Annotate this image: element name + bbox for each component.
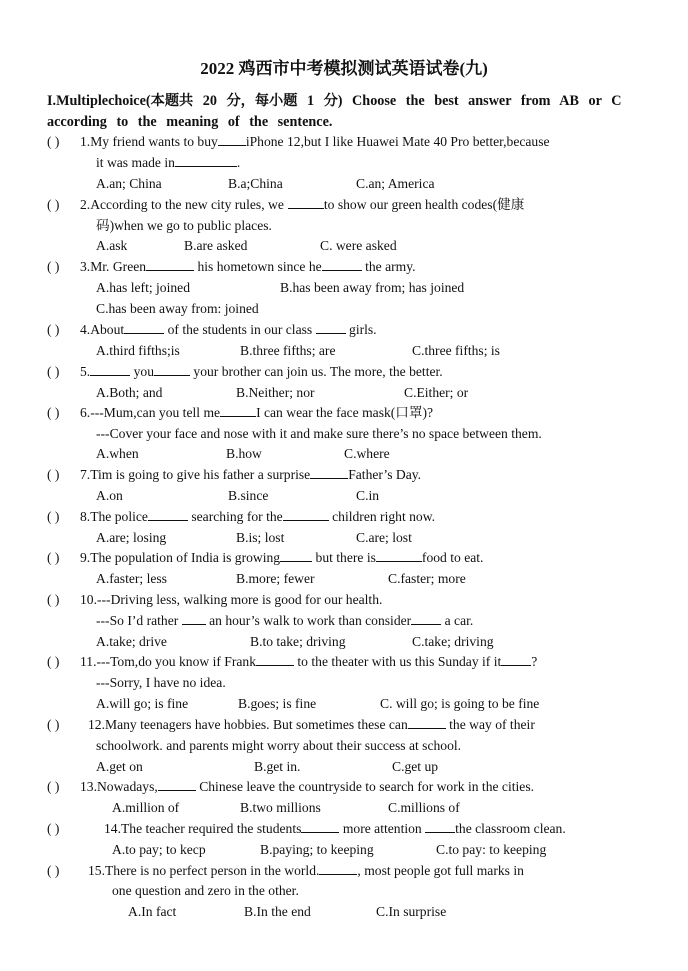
- fill-blank: [319, 862, 357, 875]
- q7-part-b: Father’s Day.: [348, 467, 422, 482]
- option-c: C.an; America: [356, 176, 435, 191]
- q9-part-a: 9.The population of India is growing: [80, 550, 281, 565]
- option-c: C. were asked: [320, 238, 397, 253]
- option-b: B.has been away from; has joined: [280, 280, 465, 295]
- q15-part-a: 15.There is no perfect person in the world.: [88, 863, 320, 878]
- section-heading: [47, 92, 647, 110]
- answer-blank-2[interactable]: ( ): [47, 197, 60, 212]
- answer-blank-3[interactable]: ( ): [47, 259, 60, 274]
- fill-blank: [501, 653, 531, 666]
- fill-blank: [256, 653, 294, 666]
- q5-part-b: you: [133, 364, 154, 379]
- q10-part-b: an hour’s walk to work than consider: [209, 613, 412, 628]
- question-11-text: [80, 653, 537, 671]
- option-b: B.three fifths; are: [240, 343, 336, 358]
- q1-part-c: it was made in: [96, 155, 175, 170]
- option-a: A.will go; is fine: [96, 696, 189, 711]
- fill-blank: [154, 363, 190, 376]
- q9-part-c: food to eat.: [421, 550, 484, 565]
- option-a: A.to pay; to kecp: [112, 842, 206, 857]
- q5-part-a: 5.: [80, 364, 91, 379]
- q10-part-c: a car.: [444, 613, 474, 628]
- q13-part-a: 13.Nowadays,: [80, 779, 158, 794]
- q1-part-d: .: [236, 155, 241, 170]
- fill-blank: [280, 549, 312, 562]
- option-c: C.take; driving: [412, 634, 494, 649]
- q11-part-c: ?: [531, 654, 538, 669]
- option-b: B.get in.: [254, 759, 301, 774]
- fill-blank: [124, 321, 164, 334]
- answer-blank-12[interactable]: ( ): [47, 717, 60, 732]
- q8-part-b: searching for the: [191, 509, 283, 524]
- fill-blank: [90, 363, 130, 376]
- option-a: A.when: [96, 446, 139, 461]
- q8-part-c: children right now.: [332, 509, 436, 524]
- option-b: B.a;China: [228, 176, 283, 191]
- fill-blank: [425, 820, 455, 833]
- question-1-text: [80, 133, 550, 151]
- option-b: B.are asked: [184, 238, 248, 253]
- q10-part-a: ---So I’d rather: [96, 613, 179, 628]
- option-a: A.third fifths;is: [96, 343, 180, 358]
- q6-part-a: 6.---Mum,can you tell me: [80, 405, 221, 420]
- option-c: C.faster; more: [388, 571, 466, 586]
- answer-blank-9[interactable]: ( ): [47, 550, 60, 565]
- option-c: C.where: [344, 446, 390, 461]
- question-2-text-2: 码)when we go to public places.: [96, 218, 272, 233]
- question-15-text: [88, 862, 524, 880]
- option-a: A.faster; less: [96, 571, 167, 586]
- fill-blank: [220, 404, 256, 417]
- option-b: B.to take; driving: [250, 634, 346, 649]
- question-12-text: [88, 716, 535, 734]
- fill-blank: [175, 154, 237, 167]
- q6-part-b: I can wear the face mask(口罩)?: [256, 405, 434, 420]
- fill-blank: [182, 612, 206, 625]
- page-title: 2022 鸡西市中考模拟测试英语试卷(九): [200, 59, 488, 78]
- question-14-text: [104, 820, 566, 838]
- q8-part-a: 8.The police: [80, 509, 148, 524]
- option-b: B.paying; to keeping: [260, 842, 374, 857]
- question-3-text: [80, 258, 416, 276]
- option-b: B.is; lost: [236, 530, 285, 545]
- option-c: C.In surprise: [376, 904, 447, 919]
- question-1-text-2: [96, 154, 240, 172]
- question-10-text-2: [96, 612, 473, 630]
- q4-part-a: 4.About: [80, 322, 125, 337]
- option-b: B.since: [228, 488, 269, 503]
- option-c: C.are; lost: [356, 530, 412, 545]
- option-b: B.Neither; nor: [236, 385, 315, 400]
- q13-part-b: Chinese leave the countryside to search for work in the cities.: [199, 779, 535, 794]
- option-b: B.more; fewer: [236, 571, 315, 586]
- question-6-text: [80, 404, 433, 422]
- question-6-text-2: ---Cover your face and nose with it and make sure there’s no space between them.: [96, 426, 542, 441]
- option-a: A.an; China: [96, 176, 162, 191]
- question-15-text-2: one question and zero in the other.: [112, 883, 299, 898]
- question-9-text: [80, 549, 483, 567]
- option-a: A.are; losing: [96, 530, 167, 545]
- answer-blank-10[interactable]: ( ): [47, 592, 60, 607]
- option-a: A.million of: [112, 800, 180, 815]
- option-c: C.three fifths; is: [412, 343, 500, 358]
- question-12-text-2: schoolwork. and parents might worry about their success at school.: [96, 738, 462, 753]
- fill-blank: [322, 258, 362, 271]
- fill-blank: [408, 716, 446, 729]
- fill-blank: [316, 321, 346, 334]
- option-b: B.two millions: [240, 800, 321, 815]
- q14-part-c: the classroom clean.: [455, 821, 566, 836]
- option-a: A.ask: [96, 238, 128, 253]
- option-c: C.Either; or: [404, 385, 469, 400]
- q12-part-b: the way of their: [449, 717, 535, 732]
- q2-part-b: to show our green health codes(健康: [323, 197, 525, 212]
- answer-blank-14[interactable]: ( ): [47, 821, 60, 836]
- q7-part-a: 7.Tim is going to give his father a surprise: [80, 467, 311, 482]
- q14-part-b: more attention: [342, 821, 422, 836]
- option-c: C.has been away from: joined: [96, 301, 259, 316]
- option-a: A.get on: [96, 759, 143, 774]
- answer-blank-11[interactable]: ( ): [47, 654, 60, 669]
- q5-part-c: your brother can join us. The more, the better.: [193, 364, 443, 379]
- q1-part-a: 1.My friend wants to buy: [80, 134, 218, 149]
- option-b: B.goes; is fine: [238, 696, 317, 711]
- option-a: A.on: [96, 488, 123, 503]
- q2-part-a: 2.According to the new city rules, we: [80, 197, 284, 212]
- fill-blank: [158, 778, 196, 791]
- question-13-text: [80, 778, 534, 796]
- q11-part-a: 11.---Tom,do you know if Frank: [80, 654, 256, 669]
- answer-blank-5[interactable]: ( ): [47, 364, 60, 379]
- q15-part-b: , most people got full marks in: [357, 863, 524, 878]
- option-c: C.get up: [392, 759, 439, 774]
- answer-blank-4[interactable]: ( ): [47, 322, 60, 337]
- section-heading-line-1: I.Multiplechoice(本题共 20 分，每小题 1 分) Choose the best answer from AB or C: [47, 93, 622, 109]
- answer-blank-6[interactable]: ( ): [47, 405, 60, 420]
- option-c: C.to pay: to keeping: [436, 842, 547, 857]
- answer-blank-13[interactable]: ( ): [47, 779, 60, 794]
- answer-blank-1[interactable]: ( ): [47, 134, 60, 149]
- option-c: C.millions of: [388, 800, 460, 815]
- option-a: A.Both; and: [96, 385, 163, 400]
- q3-part-b: his hometown since he: [197, 259, 322, 274]
- option-a: A.has left; joined: [96, 280, 191, 295]
- q1-part-b: iPhone 12,but I like Huawei Mate 40 Pro better,because: [245, 134, 550, 149]
- q3-part-a: 3.Mr. Green: [80, 259, 147, 274]
- section-heading-2: [47, 113, 647, 131]
- question-4-text: [80, 321, 377, 339]
- option-b: B.how: [226, 446, 262, 461]
- fill-blank: [146, 258, 194, 271]
- q9-part-b: but there is: [315, 550, 376, 565]
- question-5-text: [80, 363, 443, 381]
- option-a: A.In fact: [128, 904, 177, 919]
- fill-blank: [310, 466, 348, 479]
- option-c: C.in: [356, 488, 380, 503]
- fill-blank: [411, 612, 441, 625]
- q4-part-c: girls.: [349, 322, 377, 337]
- question-2-text: [80, 196, 524, 214]
- fill-blank: [148, 508, 188, 521]
- section-heading-line-2: according to the meaning of the sentence.: [47, 114, 333, 130]
- option-c: C. will go; is going to be fine: [380, 696, 540, 711]
- question-8-text: [80, 508, 435, 526]
- fill-blank: [376, 549, 422, 562]
- fill-blank: [283, 508, 329, 521]
- fill-blank: [288, 196, 324, 209]
- q3-part-c: the army.: [365, 259, 416, 274]
- question-11-text-2: ---Sorry, I have no idea.: [96, 675, 226, 690]
- option-b: B.In the end: [244, 904, 311, 919]
- fill-blank: [218, 133, 246, 146]
- q11-part-b: to the theater with us this Sunday if it: [297, 654, 502, 669]
- question-10-text: 10.---Driving less, walking more is good for our health.: [80, 592, 383, 607]
- option-a: A.take; drive: [96, 634, 167, 649]
- question-7-text: [80, 466, 421, 484]
- answer-blank-15[interactable]: ( ): [47, 863, 60, 878]
- fill-blank: [301, 820, 339, 833]
- answer-blank-8[interactable]: ( ): [47, 509, 60, 524]
- q4-part-b: of the students in our class: [167, 322, 313, 337]
- answer-blank-7[interactable]: ( ): [47, 467, 60, 482]
- q14-part-a: 14.The teacher required the students: [104, 821, 302, 836]
- q12-part-a: 12.Many teenagers have hobbies. But sometimes these can: [88, 717, 408, 732]
